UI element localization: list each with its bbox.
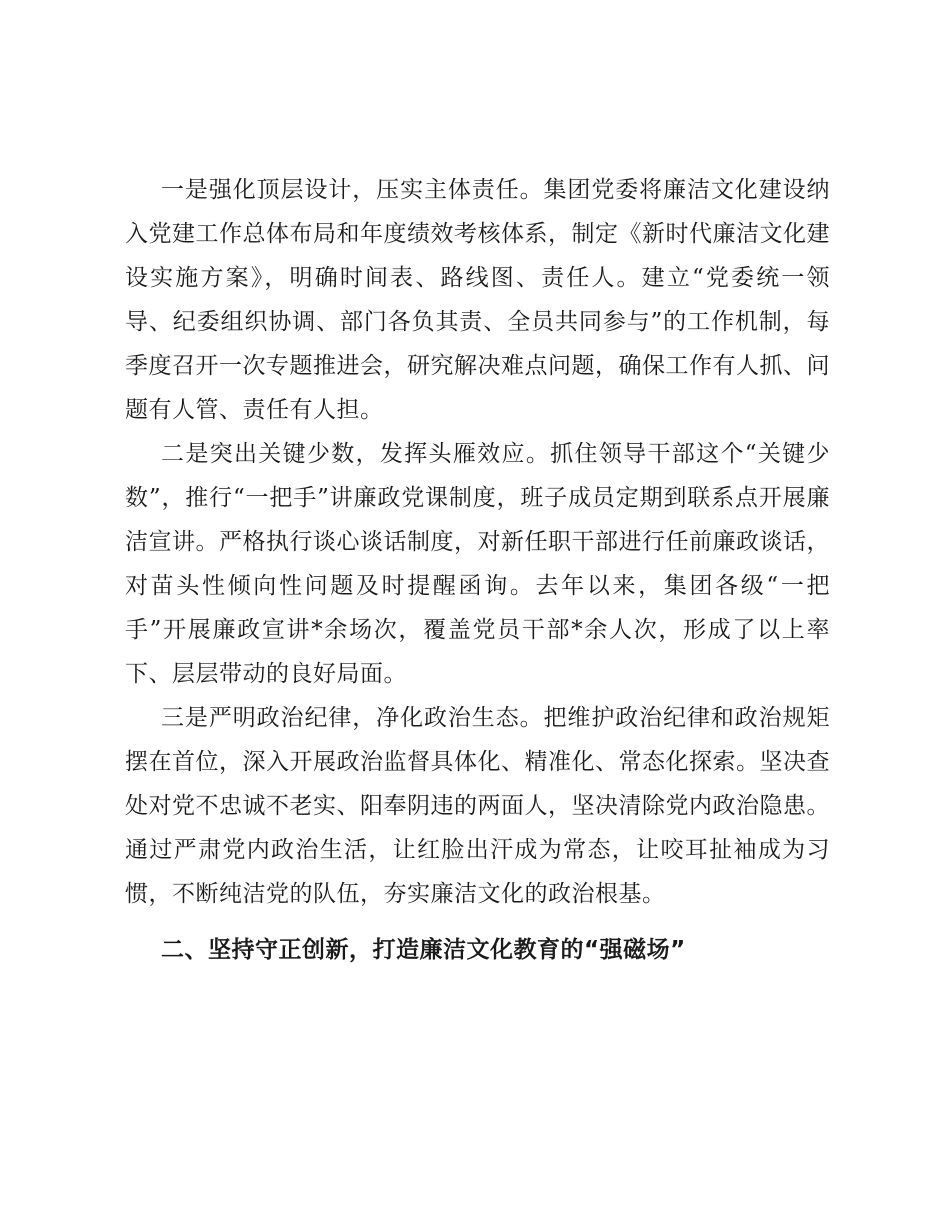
paragraph-3: 三是严明政治纪律，净化政治生态。把维护政治纪律和政治规矩摆在首位，深入开展政治监督具体化、精准化、常态化探索。坚决查处对党不忠诚不老实、阳奉阴违的两面人，坚决清除党内政治隐患。通过严肃党内政治生活，让红脸出汗成为常态，让咬耳扯袖成为习惯，不断纯洁党的队伍，夯实廉洁文化的政治根基。 [125,705,830,907]
section-heading: 二、坚持守正创新，打造廉洁文化教育的“强磁场” [161,937,686,963]
document-body [125,168,830,972]
paragraph-2: 二是突出关键少数，发挥头雁效应。抓住领导干部这个“关键少数”，推行“一把手”讲廉政党课制度，班子成员定期到联系点开展廉洁宣讲。严格执行谈心谈话制度，对新任职干部进行任前廉政谈话，对苗头性倾向性问题及时提醒函询。去年以来，集团各级“一把手”开展廉政宣讲*余场次，覆盖党员干部*余人次，形成了以上率下、层层带动的良好局面。 [125,441,830,687]
paragraph-1: 一是强化顶层设计，压实主体责任。集团党委将廉洁文化建设纳入党建工作总体布局和年度绩效考核体系，制定《新时代廉洁文化建设实施方案》，明确时间表、路线图、责任人。建立“党委统一领导、纪委组织协调、部门各负其责、全员共同参与”的工作机制，每季度召开一次专题推进会，研究解决难点问题，确保工作有人抓、问题有人管、责任有人担。 [125,177,830,423]
